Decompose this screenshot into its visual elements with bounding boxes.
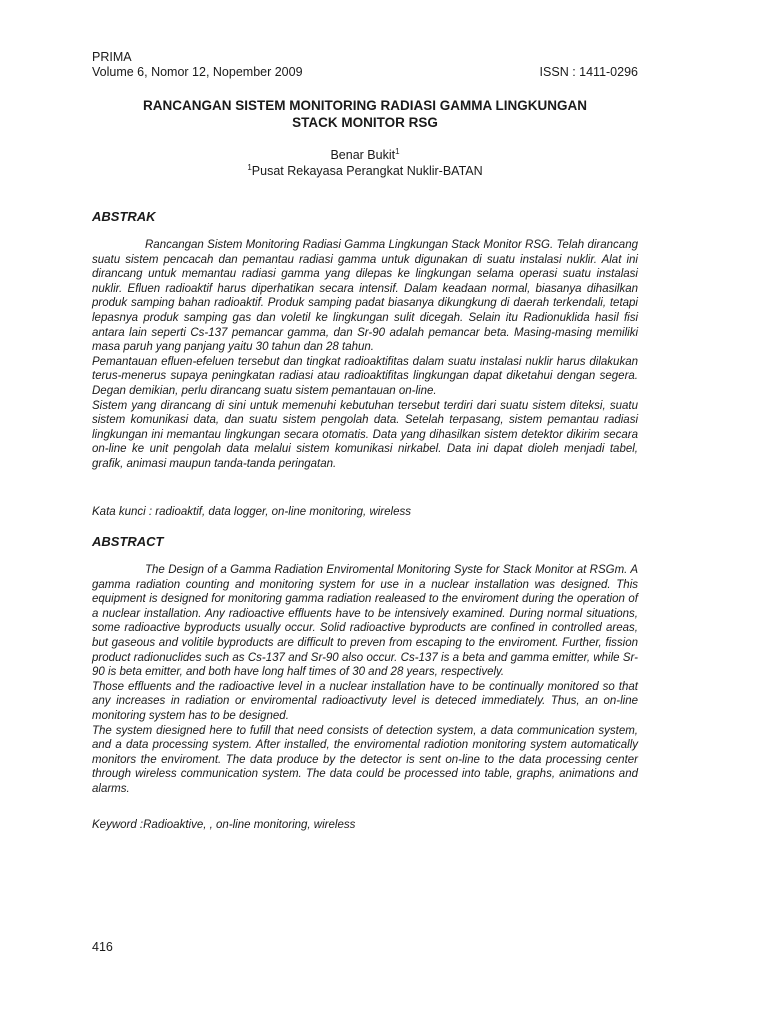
- abstract-paragraph-3: The system diesigned here to fufill that need consists of detection system, a data communication system, and a data processing system. After installed, the enviromental radiotion monitoring system automatically monitors the enviroment. The data produce by the detector is sent on-line to the data processing center through wireless communication system. The data could be processed into table, graphs, animations and alarms.: [92, 724, 638, 795]
- journal-header: [92, 50, 638, 80]
- journal-info-row: [92, 65, 638, 80]
- page-number: 416: [92, 940, 113, 954]
- abstrak-heading: ABSTRAK: [92, 209, 156, 224]
- author-affiliation: Pusat Rekayasa Perangkat Nuklir-BATAN: [251, 164, 483, 178]
- journal-name: PRIMA: [92, 50, 132, 64]
- affiliation-mark: 1: [247, 162, 252, 172]
- abstract-paragraph-1: The Design of a Gamma Radiation Enviromental Monitoring Syste for Stack Monitor at RSGm. A gamma radiation counting and monitoring system for use in a nuclear installation was designed. This equipment is designed for monitoring gamma radiation realeased to the enviroment during the operation of a nuclear installation. Any radioactive effluents have to be intensively examined. During normal situations, some radioactive byproducts usually occur. Solid radioactive byproducts are confined in controlled areas, but gaseous and volitile byproducts are difficult to preven from escaping to the enviroment. Further, fission product radionuclides such as Cs-137 and Sr-90 also occur. Cs-137 is a beta and gamma emitter, while Sr-90 is beta emitter, and both have long half times of 30 and 28 years, respectively.: [92, 564, 638, 679]
- title-line-2: STACK MONITOR RSG: [292, 115, 438, 130]
- author-block: [92, 147, 638, 179]
- author-affiliation-line: [92, 163, 638, 179]
- abstrak-paragraph-2: Pemantauan efluen-efeluen tersebut dan tingkat radioaktifitas dalam suatu instalasi nuklir harus dilakukan terus-menerus supaya peningkatan radiasi atau radioaktifitas lingkungan dapat diketahui dengan segera. Degan demikian, perlu dirancang suatu sistem pemantauan on-line.: [92, 355, 638, 397]
- abstrak-keywords: Kata kunci : radioaktif, data logger, on-line monitoring, wireless: [92, 506, 411, 518]
- journal-volume: Volume 6, Nomor 12, Nopember 2009: [92, 65, 303, 79]
- journal-issn: ISSN : 1411-0296: [539, 65, 638, 79]
- abstract-keywords: Keyword :Radioaktive, , on-line monitoring, wireless: [92, 819, 356, 831]
- author-name-line: [92, 147, 638, 163]
- abstrak-body: [92, 238, 638, 472]
- paper-title: [92, 97, 638, 131]
- author-affiliation-mark: 1: [395, 146, 400, 156]
- abstrak-paragraph-3: Sistem yang dirancang di sini untuk memenuhi kebutuhan tersebut terdiri dari suatu sistem diteksi, suatu sistem komunikasi data, dan suatu sistem pengolah data. Setelah terpasang, sistem pemantau radiasi lingkungan ini memantau lingkungan secara otomatis. Data yang dihasilkan sistem detektor dikirim secara on-line ke unit pengolah data melalui sistem komunikasi nirkabel. Data ini dapat dioleh menjadi tabel, grafik, animasi maupun tanda-tanda peringatan.: [92, 399, 638, 470]
- title-line-1: RANCANGAN SISTEM MONITORING RADIASI GAMMA LINGKUNGAN: [143, 98, 587, 113]
- abstract-body: [92, 563, 638, 797]
- abstract-heading: ABSTRACT: [92, 534, 164, 549]
- abstrak-paragraph-1: Rancangan Sistem Monitoring Radiasi Gamma Lingkungan Stack Monitor RSG. Telah dirancang suatu sistem pencacah dan pemantau radiasi gamma untuk digunakan di suatu instalasi nuklir. Alat ini dirancang untuk memantau radiasi gamma yang dilepas ke lingkungan selama operasi suatu instalasi nuklir. Efluen radioaktif harus diperhatikan secara intensif. Dalam keadaan normal, biasanya dihasilkan produk samping bahan radioaktif. Produk samping padat biasanya dikungkung di daerah terkendali, tetapi lepasnya produk samping gas dan voletil ke lingkungan sulit dicegah. Selain itu Radionuklida hasil fisi antara lain seperti Cs-137 pemancar gamma, dan Sr-90 adalah pemancar beta. Masing-masing memiliki masa paruh yang panjang yaitu 30 tahun dan 28 tahun.: [92, 239, 638, 354]
- abstract-paragraph-2: Those effluents and the radioactive level in a nuclear installation have to be continually monitored so that any increases in radiation or enviromental radioactivuty level is deteced immediately. Thus, an on-line monitoring system has to be designed.: [92, 680, 638, 722]
- author-name: Benar Bukit: [330, 148, 396, 162]
